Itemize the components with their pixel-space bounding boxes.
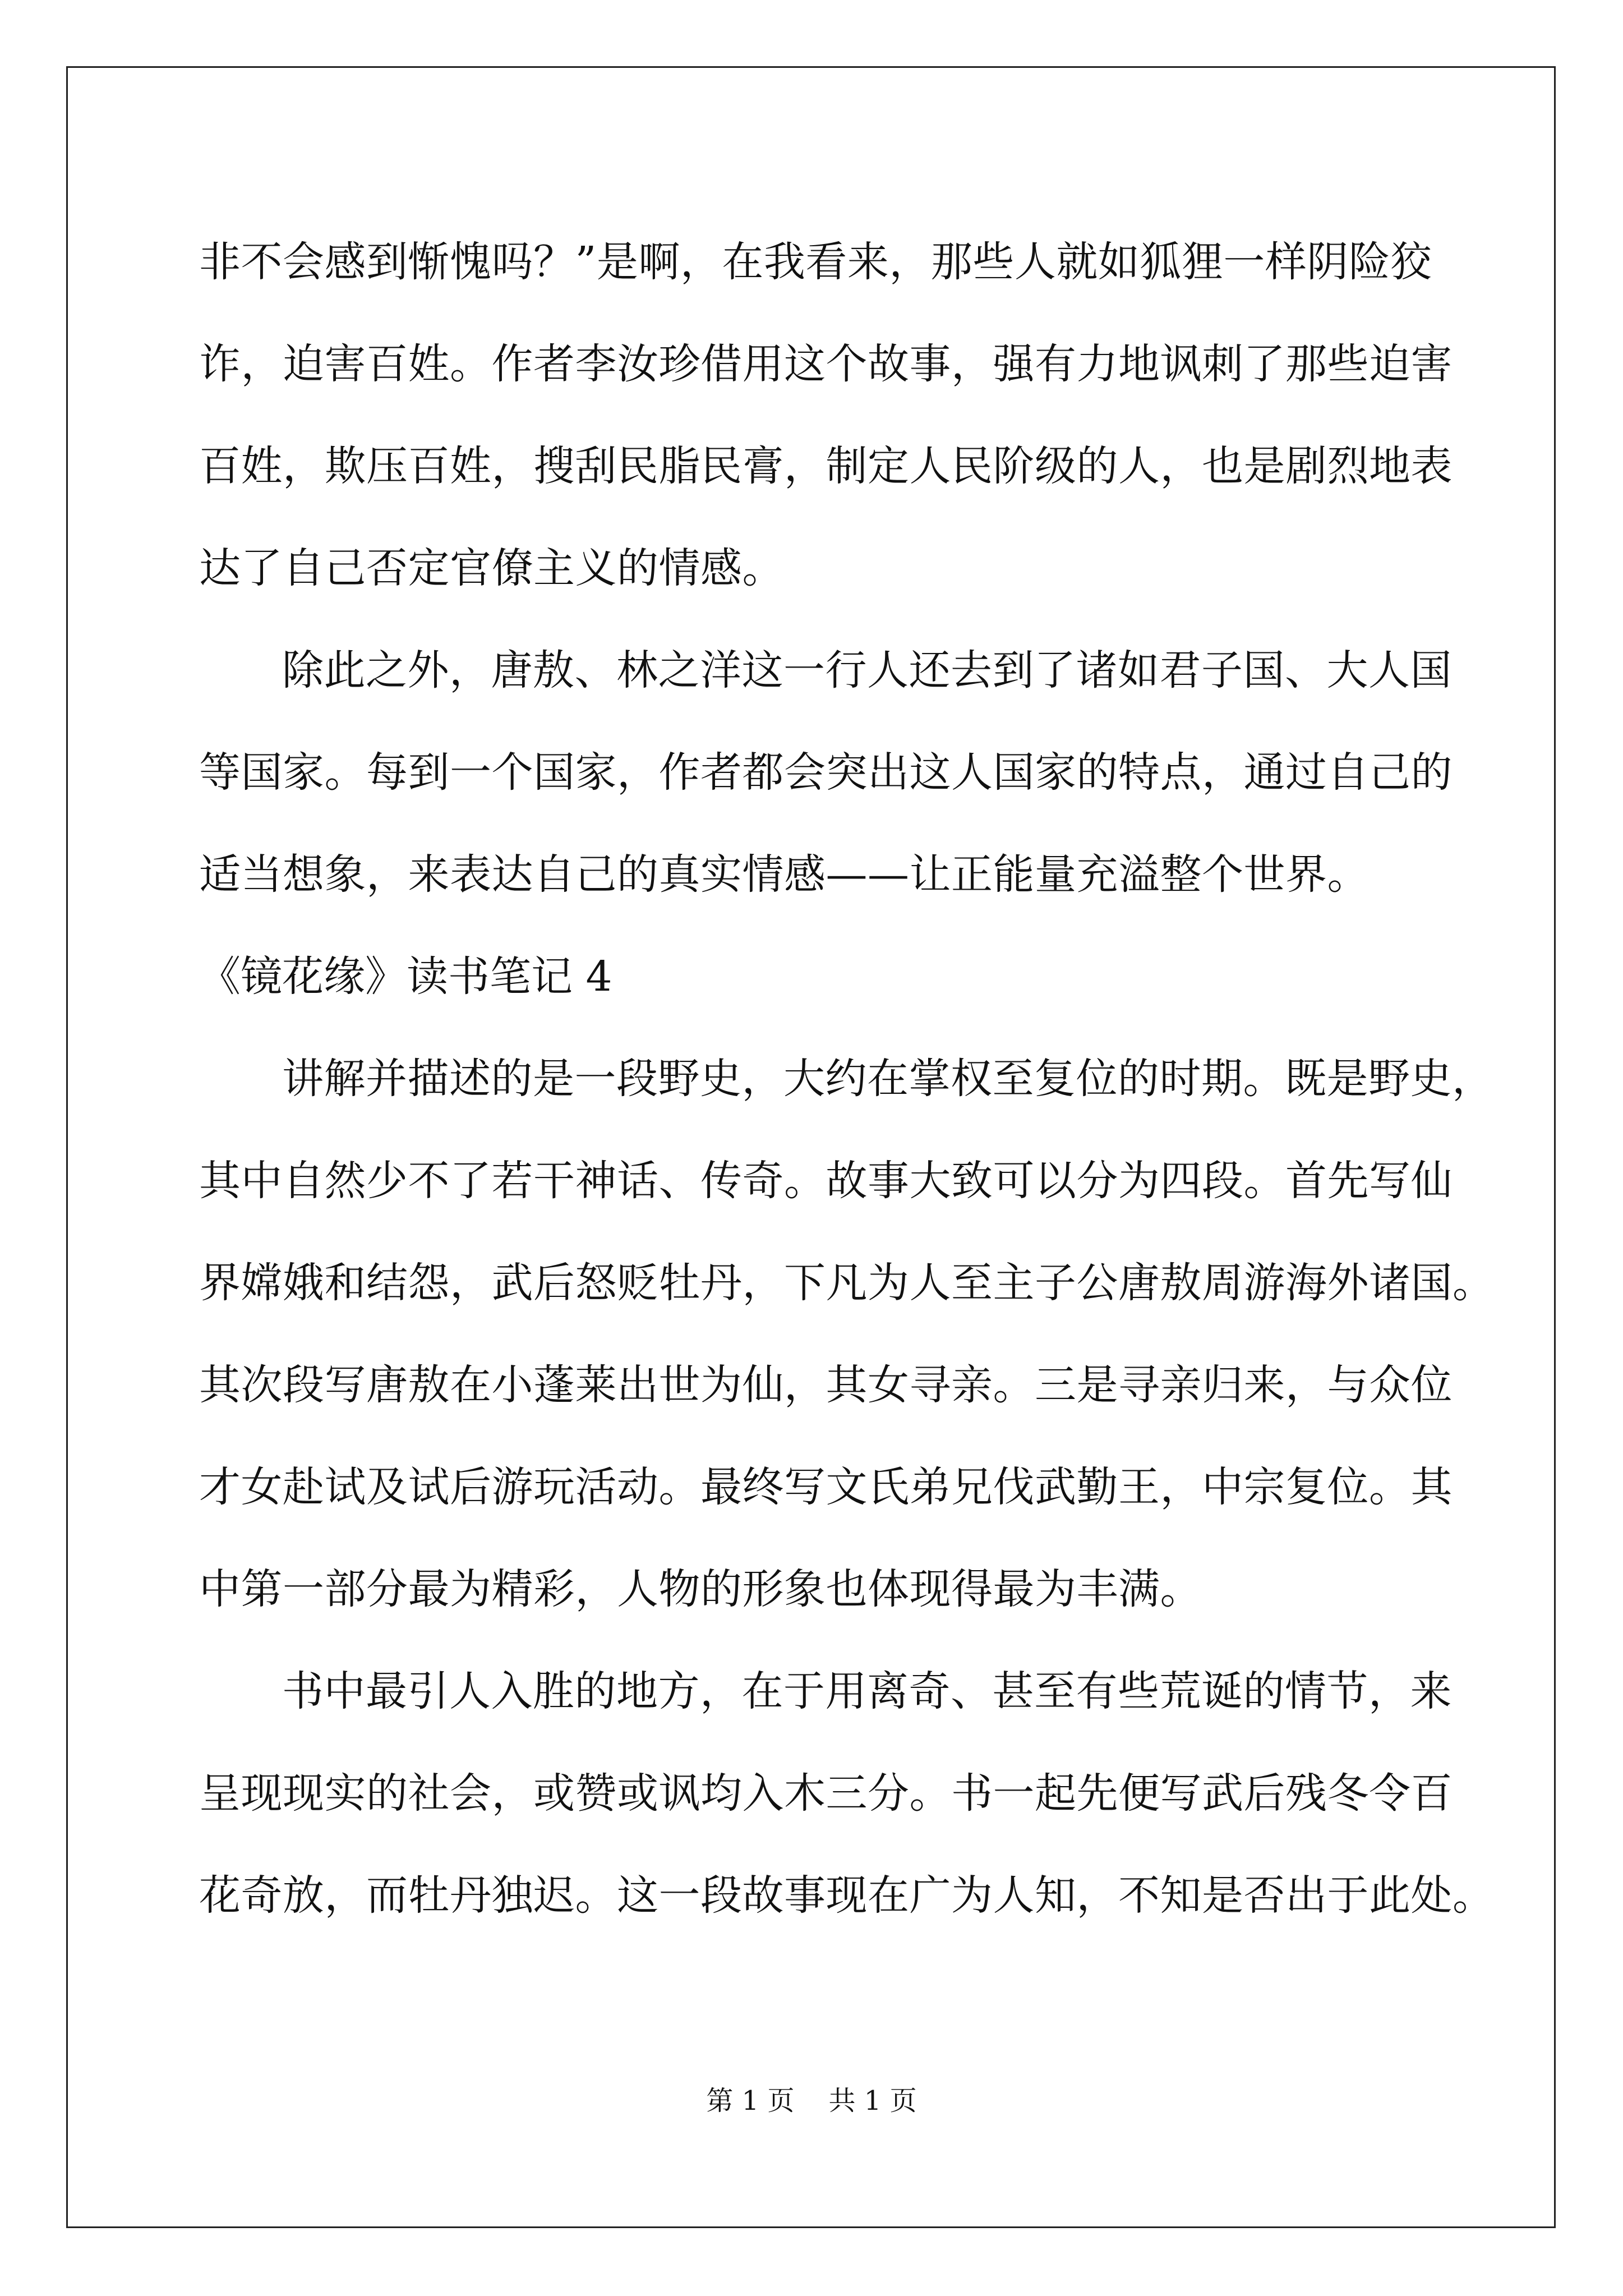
- text-line: 中第一部分最为精彩，人物的形象也体现得最为丰满。: [199, 1565, 1202, 1613]
- text-line: 才女赴试及试后游玩活动。最终写文氏弟兄伐武勤王，中宗复位。其: [199, 1463, 1453, 1511]
- text-line: 其次段写唐敖在小蓬莱出世为仙，其女寻亲。三是寻亲归来，与众位: [199, 1361, 1453, 1409]
- text-line: 达了自己否定官僚主义的情感。: [199, 544, 784, 592]
- text-line: 呈现现实的社会，或赞或讽均入木三分。书一起先便写武后残冬令百: [199, 1769, 1453, 1818]
- text-line: 适当想象，来表达自己的真实情感——让正能量充溢整个世界。: [199, 850, 1369, 899]
- text-line: 书中最引人入胜的地方，在于用离奇、甚至有些荒诞的情节，来: [282, 1667, 1452, 1715]
- text-line: 界嫦娥和结怨，武后怒贬牡丹，下凡为人至主子公唐敖周游海外诸国。: [199, 1259, 1495, 1307]
- text-line: 非不会感到惭愧吗？”是啊，在我看来，那些人就如狐狸一样阴险狡: [199, 238, 1432, 286]
- text-line: 等国家。每到一个国家，作者都会突出这人国家的特点，通过自己的: [199, 748, 1453, 797]
- document-body: [199, 211, 1495, 1947]
- text-line: 其中自然少不了若干神话、传奇。故事大致可以分为四段。首先写仙: [199, 1157, 1453, 1205]
- page-number-footer: 第 1 页 共 1 页: [706, 2085, 917, 2116]
- section-heading: 《镜花缘》读书笔记 4: [199, 953, 612, 1001]
- text-line: 花奇放，而牡丹独迟。这一段故事现在广为人知，不知是否出于此处。: [199, 1871, 1495, 1920]
- text-line: 讲解并描述的是一段野史，大约在掌权至复位的时期。既是野史，: [282, 1055, 1494, 1103]
- text-line: 百姓，欺压百姓，搜刮民脂民膏，制定人民阶级的人，也是剧烈地表: [199, 442, 1453, 490]
- text-line: 诈，迫害百姓。作者李汝珍借用这个故事，强有力地讽刺了那些迫害: [199, 340, 1453, 388]
- text-line: 除此之外，唐敖、林之洋这一行人还去到了诸如君子国、大人国: [282, 646, 1452, 694]
